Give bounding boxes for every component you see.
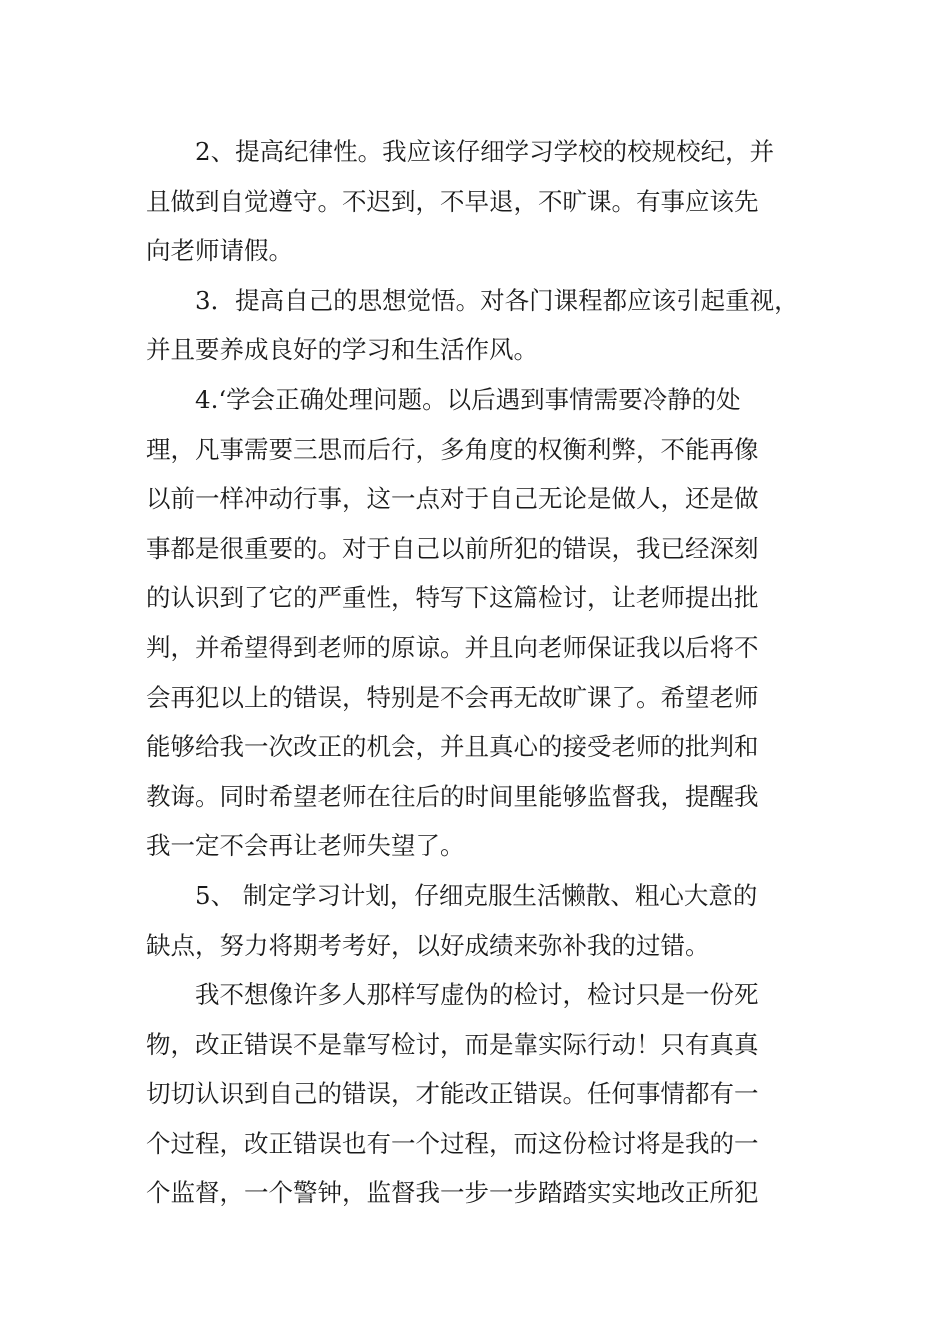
text-line: 事都是很重要的。对于自己以前所犯的错误，我已经深刻 [146,533,759,563]
text-line: 向老师请假。 [146,236,293,266]
text-line: 5、 制定学习计划，仔细克服生活懒散、粗心大意的 [195,880,758,910]
text-line: 且做到自觉遵守。不迟到，不早退，不旷课。有事应该先 [146,186,759,216]
text-line: 2、提高纪律性。我应该仔细学习学校的校规校纪，并 [195,137,775,166]
text-line: 会再犯以上的错误，特别是不会再无故旷课了。希望老师 [146,682,759,712]
text-line: 能够给我一次改正的机会，并且真心的接受老师的批判和 [146,732,759,762]
text-line: 并且要养成良好的学习和生活作风。 [146,335,538,365]
text-line: 个过程，改正错误也有一个过程，而这份检讨将是我的一 [146,1128,759,1158]
text-line: 切切认识到自己的错误，才能改正错误。任何事情都有一 [146,1079,759,1109]
text-line: 教诲。同时希望老师在往后的时间里能够监督我，提醒我 [146,781,759,811]
text-line: 判，并希望得到老师的原谅。并且向老师保证我以后将不 [146,632,759,662]
text-line: 物，改正错误不是靠写检讨，而是靠实际行动！只有真真 [146,1029,759,1059]
text-line: 我一定不会再让老师失望了。 [146,831,465,861]
document-body [146,127,810,1218]
text-line: 我不想像许多人那样写虚伪的检讨，检讨只是一份死 [195,980,759,1010]
text-line: 理，凡事需要三思而后行，多角度的权衡利弊，不能再像 [146,434,759,464]
text-line: 以前一样冲动行事，这一点对于自己无论是做人，还是做 [146,484,759,514]
text-line: 3．提高自己的思想觉悟。对各门课程都应该引起重视， [195,285,799,315]
text-line: 个监督，一个警钟，监督我一步一步踏踏实实地改正所犯 [146,1178,759,1208]
text-line: 4.‘学会正确处理问题。以后遇到事情需要冷静的处 [195,384,741,414]
text-line: 缺点，努力将期考考好，以好成绩来弥补我的过错。 [146,930,710,960]
text-line: 的认识到了它的严重性，特写下这篇检讨，让老师提出批 [146,583,759,613]
